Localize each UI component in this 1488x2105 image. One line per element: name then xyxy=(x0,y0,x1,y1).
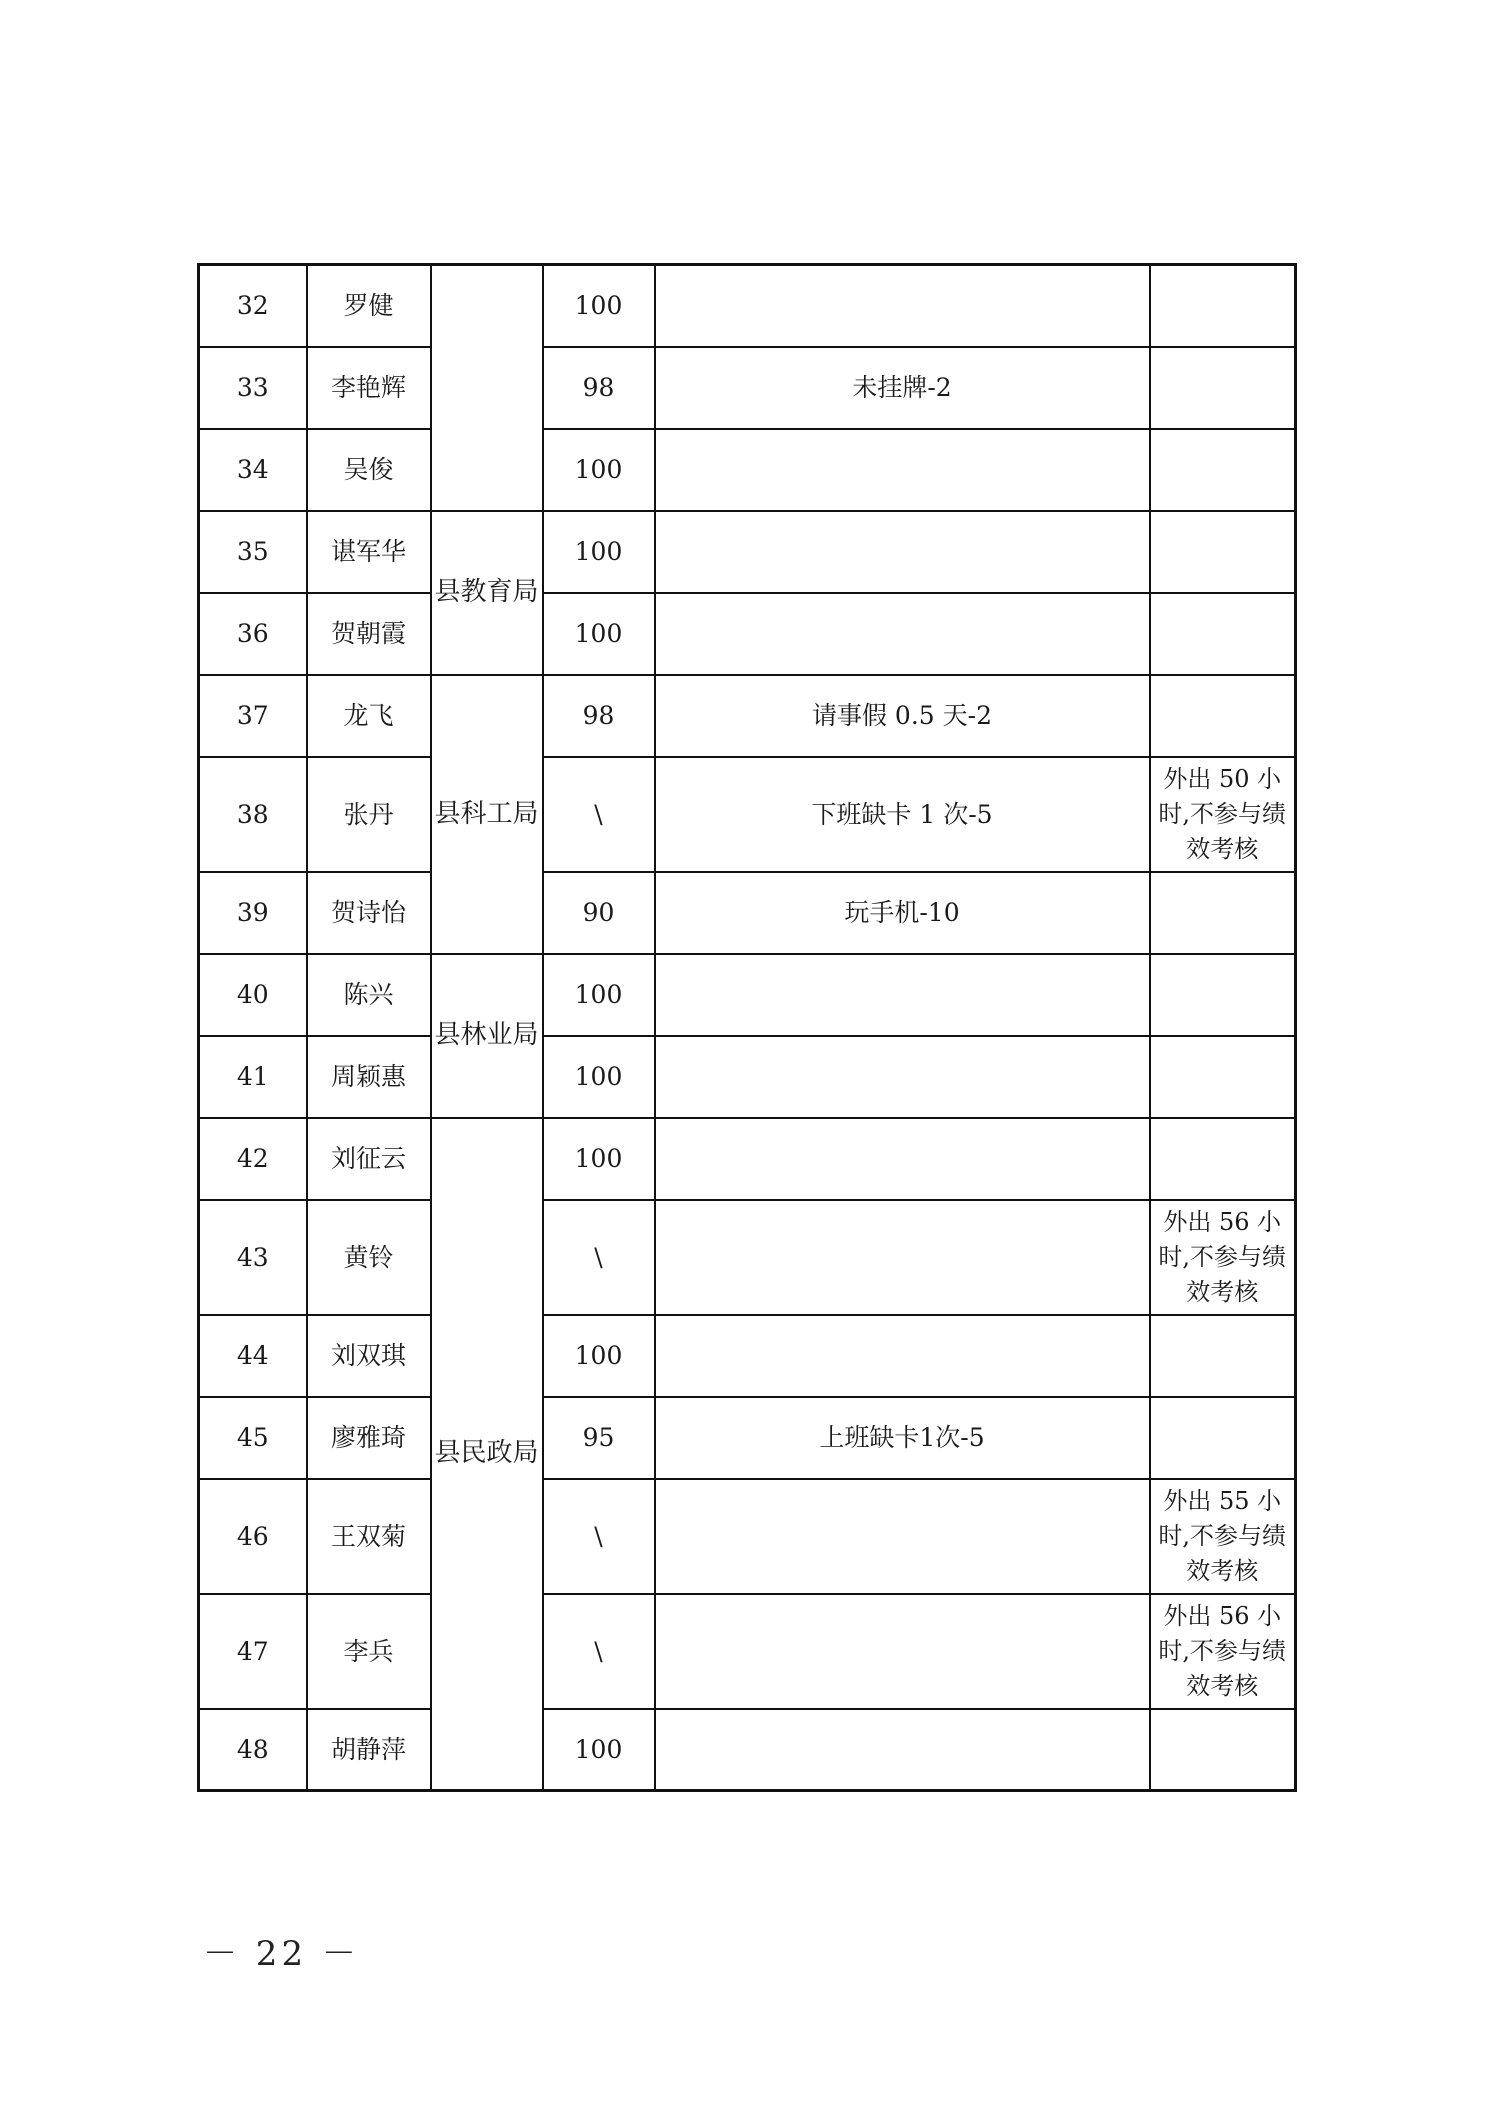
remark xyxy=(1150,1036,1296,1118)
row-number: 40 xyxy=(199,954,307,1036)
deduction-reason xyxy=(655,1315,1150,1397)
deduction-reason xyxy=(655,1200,1150,1315)
table-row xyxy=(199,1118,1296,1200)
table-row xyxy=(199,511,1296,593)
row-number: 45 xyxy=(199,1397,307,1479)
person-name: 刘双琪 xyxy=(307,1315,431,1397)
department-cell: 县民政局 xyxy=(431,1118,543,1791)
deduction-reason xyxy=(655,1118,1150,1200)
score: 100 xyxy=(543,265,655,347)
deduction-reason xyxy=(655,265,1150,347)
row-number: 39 xyxy=(199,872,307,954)
deduction-reason: 上班缺卡1次-5 xyxy=(655,1397,1150,1479)
remark xyxy=(1150,265,1296,347)
score: 90 xyxy=(543,872,655,954)
remark xyxy=(1150,954,1296,1036)
table-row xyxy=(199,1594,1296,1709)
table-row xyxy=(199,429,1296,511)
assessment-table xyxy=(197,263,1297,1792)
row-number: 43 xyxy=(199,1200,307,1315)
score: 100 xyxy=(543,954,655,1036)
person-name: 王双菊 xyxy=(307,1479,431,1594)
person-name: 廖雅琦 xyxy=(307,1397,431,1479)
remark: 外出 55 小时,不参与绩效考核 xyxy=(1150,1479,1296,1594)
table-row xyxy=(199,757,1296,872)
table-row xyxy=(199,954,1296,1036)
row-number: 41 xyxy=(199,1036,307,1118)
remark: 外出 50 小时,不参与绩效考核 xyxy=(1150,757,1296,872)
deduction-reason xyxy=(655,1594,1150,1709)
deduction-reason xyxy=(655,1036,1150,1118)
remark xyxy=(1150,511,1296,593)
table-row xyxy=(199,1397,1296,1479)
score: 100 xyxy=(543,593,655,675)
score: 95 xyxy=(543,1397,655,1479)
department-cell: 县林业局 xyxy=(431,954,543,1118)
person-name: 黄铃 xyxy=(307,1200,431,1315)
remark xyxy=(1150,675,1296,757)
score: 100 xyxy=(543,1118,655,1200)
row-number: 44 xyxy=(199,1315,307,1397)
person-name: 吴俊 xyxy=(307,429,431,511)
table-row xyxy=(199,1315,1296,1397)
person-name: 张丹 xyxy=(307,757,431,872)
row-number: 33 xyxy=(199,347,307,429)
table-row xyxy=(199,675,1296,757)
person-name: 周颖惠 xyxy=(307,1036,431,1118)
department-cell: 县科工局 xyxy=(431,675,543,954)
deduction-reason xyxy=(655,429,1150,511)
remark xyxy=(1150,1315,1296,1397)
table-row xyxy=(199,347,1296,429)
deduction-reason: 下班缺卡 1 次-5 xyxy=(655,757,1150,872)
table-row xyxy=(199,872,1296,954)
table-row xyxy=(199,1200,1296,1315)
score: \ xyxy=(543,1594,655,1709)
person-name: 胡静萍 xyxy=(307,1709,431,1791)
person-name: 李艳辉 xyxy=(307,347,431,429)
deduction-reason xyxy=(655,954,1150,1036)
table-row xyxy=(199,1479,1296,1594)
row-number: 42 xyxy=(199,1118,307,1200)
deduction-reason: 玩手机-10 xyxy=(655,872,1150,954)
remark xyxy=(1150,593,1296,675)
row-number: 46 xyxy=(199,1479,307,1594)
remark xyxy=(1150,1709,1296,1791)
score: 100 xyxy=(543,511,655,593)
remark xyxy=(1150,1397,1296,1479)
score: 100 xyxy=(543,1315,655,1397)
person-name: 贺诗怡 xyxy=(307,872,431,954)
page-number: － 22 － xyxy=(203,1934,360,1974)
score: 98 xyxy=(543,347,655,429)
remark xyxy=(1150,429,1296,511)
row-number: 34 xyxy=(199,429,307,511)
person-name: 刘征云 xyxy=(307,1118,431,1200)
table-row xyxy=(199,593,1296,675)
score: \ xyxy=(543,757,655,872)
table-row xyxy=(199,1036,1296,1118)
deduction-reason: 请事假 0.5 天-2 xyxy=(655,675,1150,757)
table-row xyxy=(199,1709,1296,1791)
deduction-reason xyxy=(655,511,1150,593)
row-number: 32 xyxy=(199,265,307,347)
row-number: 35 xyxy=(199,511,307,593)
department-cell: 县教育局 xyxy=(431,511,543,675)
score: 100 xyxy=(543,1036,655,1118)
person-name: 贺朝霞 xyxy=(307,593,431,675)
row-number: 48 xyxy=(199,1709,307,1791)
row-number: 47 xyxy=(199,1594,307,1709)
person-name: 李兵 xyxy=(307,1594,431,1709)
remark xyxy=(1150,1118,1296,1200)
deduction-reason: 未挂牌-2 xyxy=(655,347,1150,429)
person-name: 罗健 xyxy=(307,265,431,347)
row-number: 37 xyxy=(199,675,307,757)
person-name: 陈兴 xyxy=(307,954,431,1036)
score: 98 xyxy=(543,675,655,757)
remark xyxy=(1150,872,1296,954)
deduction-reason xyxy=(655,1709,1150,1791)
row-number: 36 xyxy=(199,593,307,675)
deduction-reason xyxy=(655,593,1150,675)
score: 100 xyxy=(543,429,655,511)
score: \ xyxy=(543,1200,655,1315)
remark: 外出 56 小时,不参与绩效考核 xyxy=(1150,1594,1296,1709)
score: 100 xyxy=(543,1709,655,1791)
deduction-reason xyxy=(655,1479,1150,1594)
remark xyxy=(1150,347,1296,429)
person-name: 谌军华 xyxy=(307,511,431,593)
remark: 外出 56 小时,不参与绩效考核 xyxy=(1150,1200,1296,1315)
row-number: 38 xyxy=(199,757,307,872)
table-row xyxy=(199,265,1296,347)
person-name: 龙飞 xyxy=(307,675,431,757)
score: \ xyxy=(543,1479,655,1594)
department-cell xyxy=(431,265,543,511)
